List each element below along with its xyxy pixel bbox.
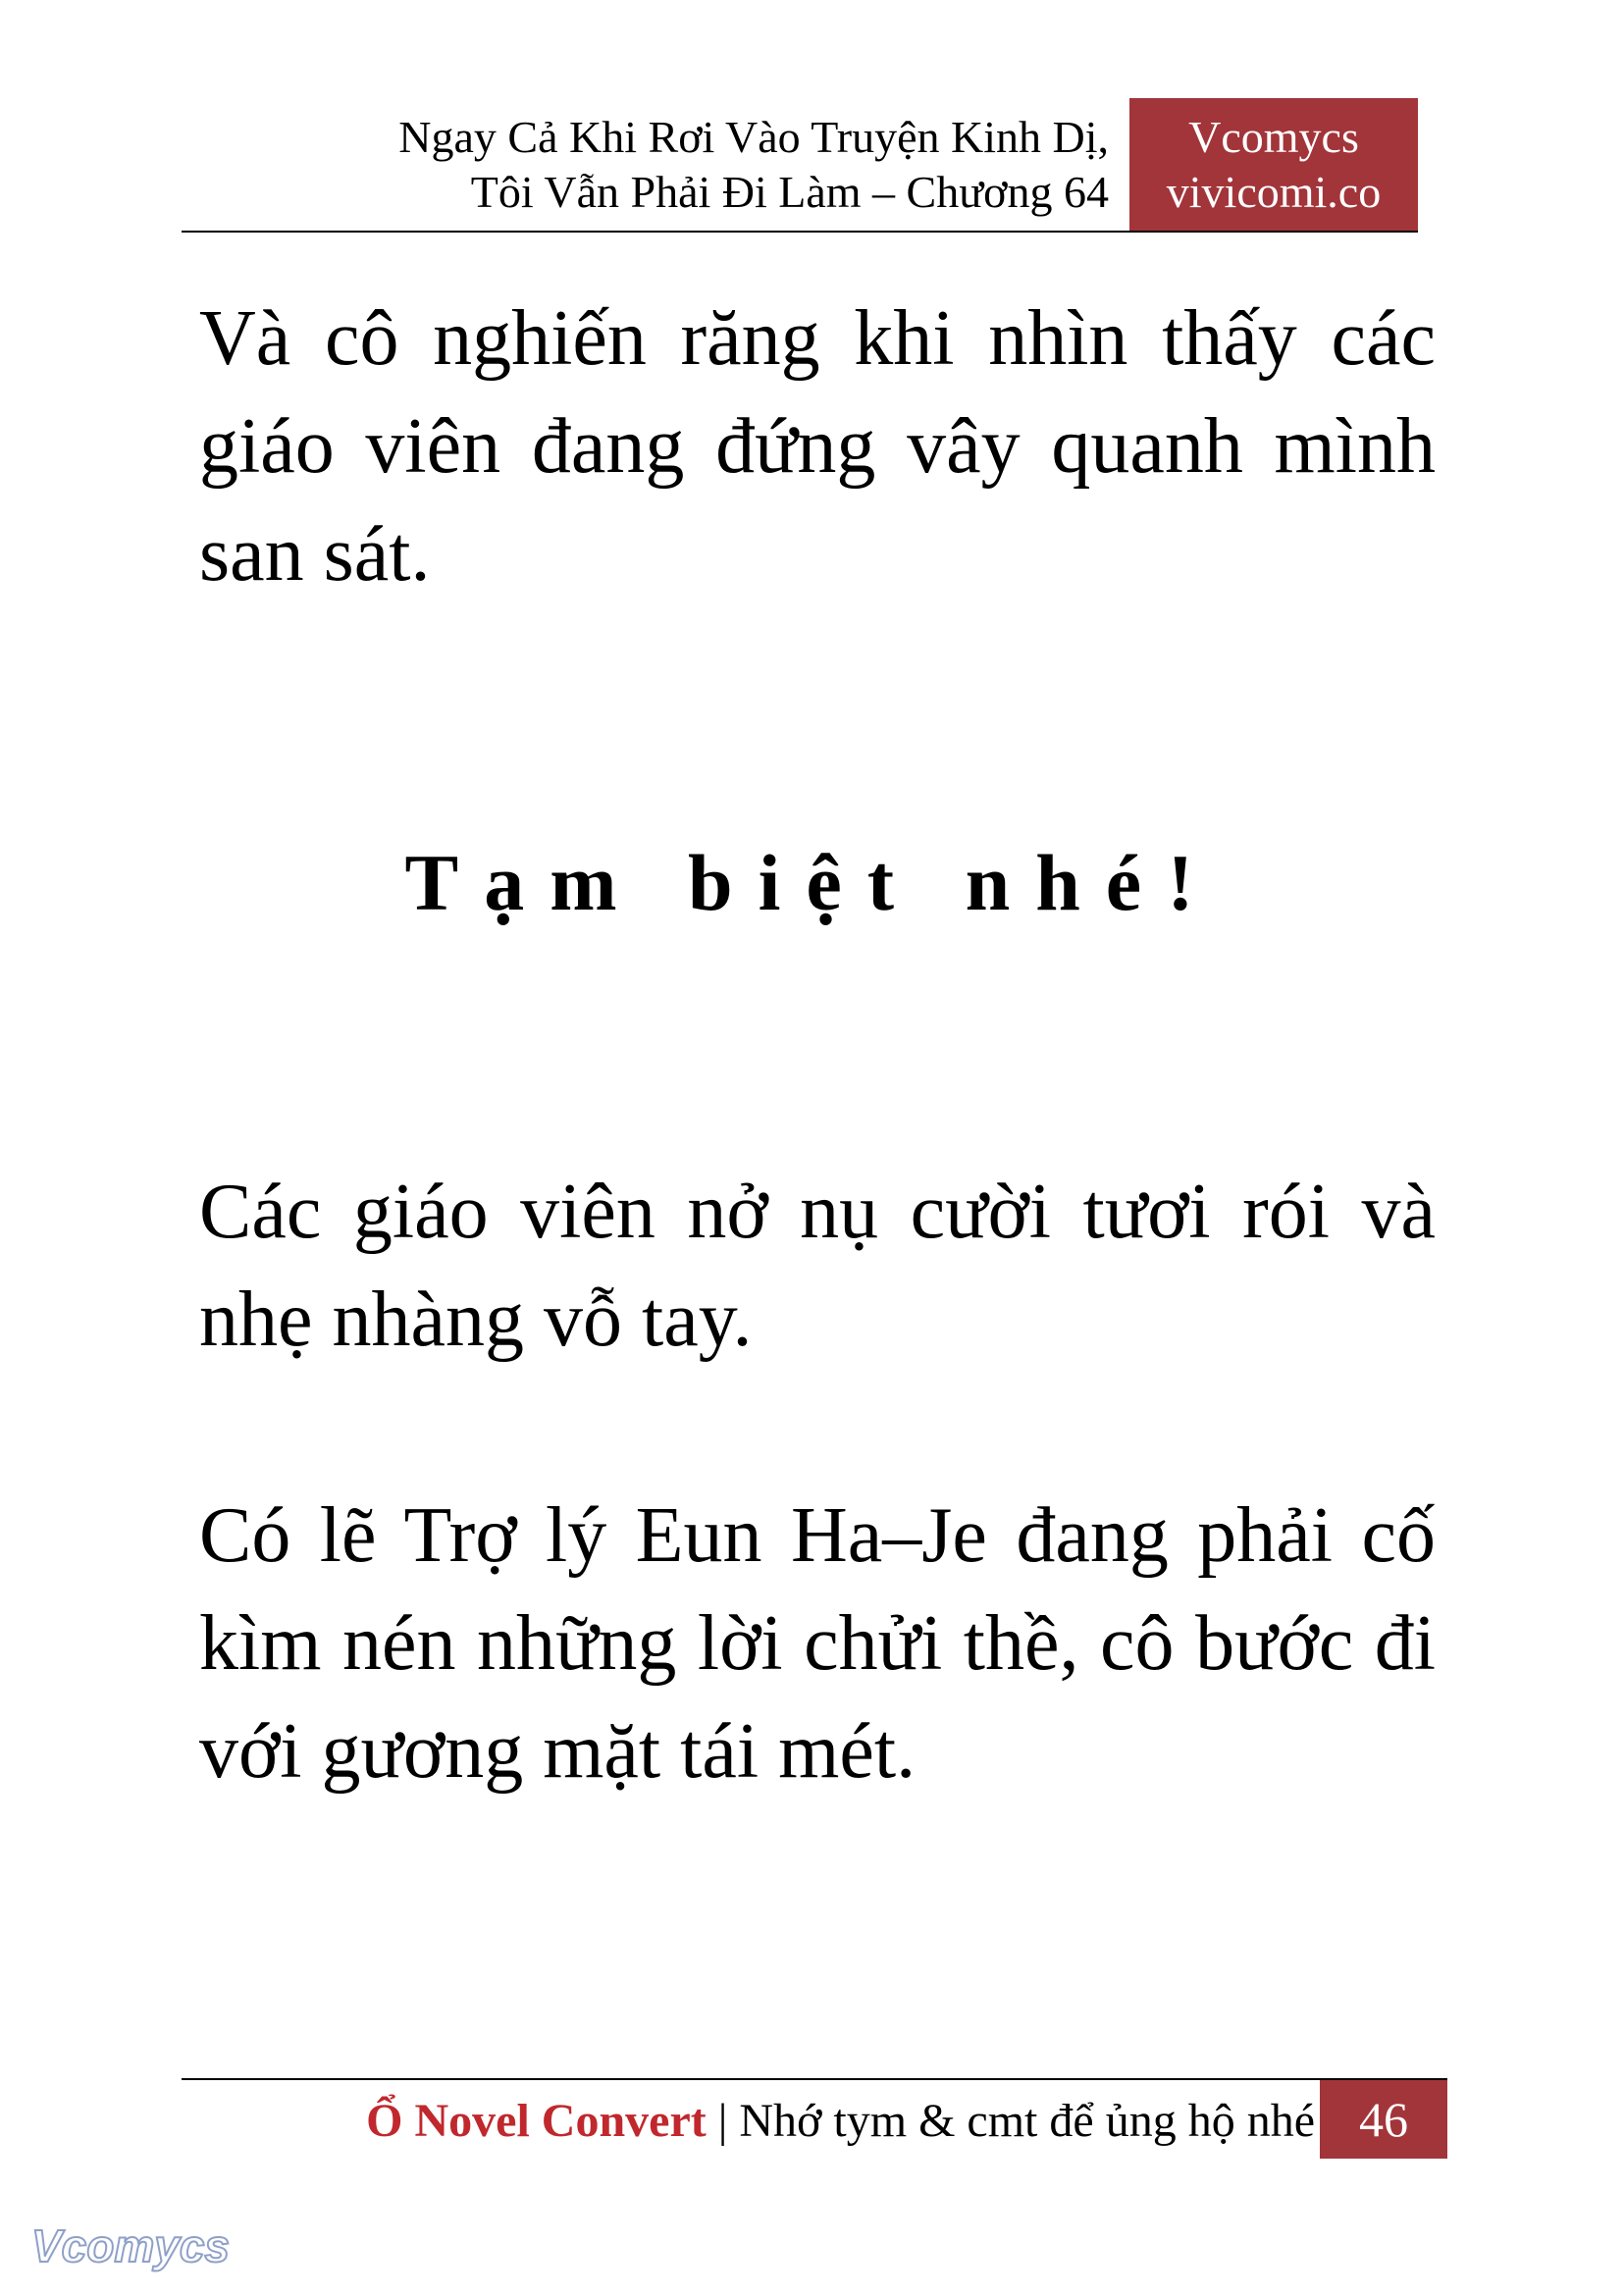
paragraph-3: Có lẽ Trợ lý Eun Ha–Je đang phải cố kìm nén những lời chửi thề, cô bước đi với gương mặt tái mét. — [199, 1492, 1436, 1795]
site-badge-name: Vcomycs — [1188, 112, 1359, 162]
footer-separator: | — [717, 2095, 728, 2147]
page-header — [182, 98, 1418, 232]
watermark-logo — [27, 2213, 243, 2281]
chapter-title-line1: Ngay Cả Khi Rơi Vào Truyện Kinh Dị, — [398, 112, 1109, 162]
paragraph-1: Và cô nghiến răng khi nhìn thấy các giáo viên đang đứng vây quanh mình san sát. — [199, 295, 1436, 598]
header-divider — [182, 231, 1418, 233]
paragraph-2: Các giáo viên nở nụ cười tươi rói và nhẹ nhàng vỗ tay. — [199, 1169, 1436, 1363]
chapter-title-line2: Tôi Vẫn Phải Đi Làm – Chương 64 — [470, 167, 1109, 217]
footer-message: Nhớ tym & cmt để ủng hộ nhé — [739, 2095, 1315, 2147]
site-badge — [1129, 98, 1418, 232]
footer-brand: Ổ Novel Convert — [366, 2095, 707, 2147]
site-badge-url: vivicomi.co — [1166, 167, 1382, 217]
footer-text — [366, 2092, 1315, 2151]
watermark-text: Vcomycs — [31, 2220, 231, 2271]
callout-text: Tạm biệt nhé! — [404, 838, 1220, 927]
chapter-title — [398, 110, 1109, 220]
page-number: 46 — [1320, 2080, 1447, 2159]
page-footer — [182, 2080, 1447, 2159]
